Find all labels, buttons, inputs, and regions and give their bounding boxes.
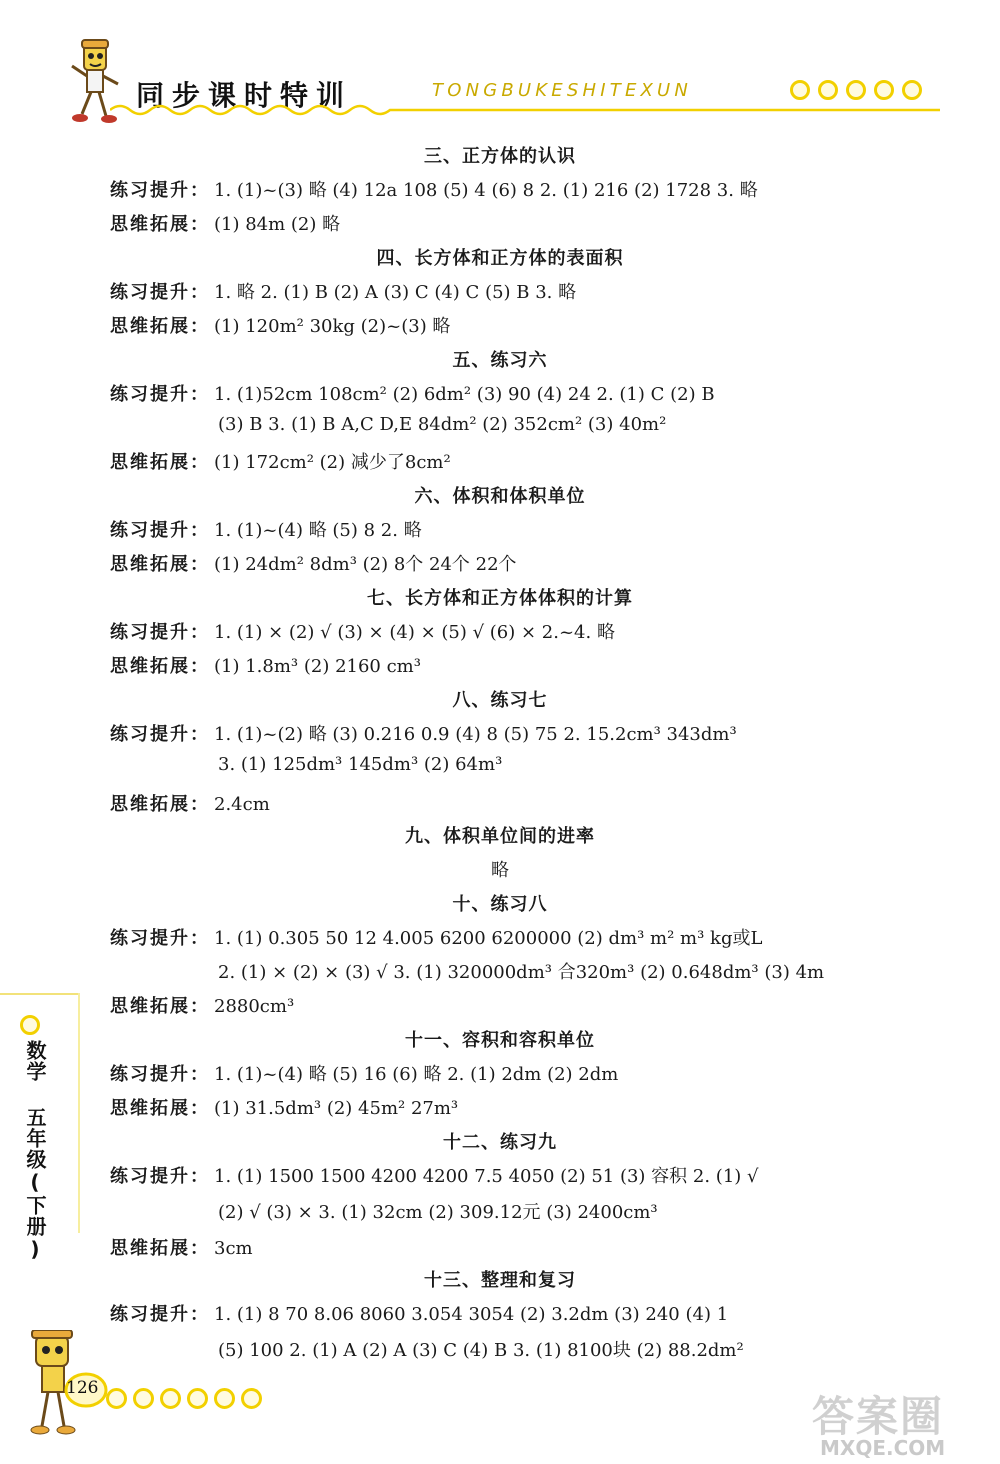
row-text: (1) 31.5dm³ (2) 45m² 27m³ xyxy=(214,1098,459,1119)
circle-icon xyxy=(214,1388,235,1409)
row-label: 思维拓展： xyxy=(110,996,210,1017)
section-title: 四、长方体和正方体的表面积 xyxy=(376,248,624,269)
row-text: (1) 84m (2) 略 xyxy=(214,214,341,235)
row-label: 思维拓展： xyxy=(110,656,210,677)
row-label: 思维拓展： xyxy=(110,1238,210,1259)
row-text-continued: 3. (1) 125dm³ 145dm³ (2) 64m³ xyxy=(218,754,503,775)
answer-row xyxy=(110,1094,458,1120)
answer-row xyxy=(110,652,421,678)
row-text: 1. 略 2. (1) B (2) A (3) C (4) C (5) B 3. 略 xyxy=(214,282,577,303)
row-label: 练习提升： xyxy=(110,282,210,303)
row-text: 1. (1)~(3) 略 (4) 12a 108 (5) 4 (6) 8 2. (1) 216 (2) 1728 3. 略 xyxy=(214,180,758,201)
answer-row xyxy=(110,1300,728,1326)
row-label: 思维拓展： xyxy=(110,452,210,473)
row-label: 练习提升： xyxy=(110,520,210,541)
answer-row xyxy=(110,924,762,950)
row-text-continued: (3) B 3. (1) B A,C D,E 84dm² (2) 352cm² (3) 40m² xyxy=(218,414,667,435)
row-label: 思维拓展： xyxy=(110,214,210,235)
series-title: 同步课时特训 xyxy=(136,79,353,112)
answer-row xyxy=(110,1234,253,1260)
section-title: 七、长方体和正方体体积的计算 xyxy=(367,588,633,609)
row-label: 思维拓展： xyxy=(110,316,210,337)
section-title: 八、练习七 xyxy=(452,690,548,711)
circle-icon xyxy=(160,1388,181,1409)
series-title-pinyin: TONGBUKESHITEXUN xyxy=(432,80,693,101)
row-text: (1) 24dm² 8dm³ (2) 8个 24个 22个 xyxy=(214,554,517,575)
row-text-continued: (5) 100 2. (1) A (2) A (3) C (4) B 3. (1) 8100块 (2) 88.2dm² xyxy=(218,1340,744,1361)
row-text: 1. (1) 1500 1500 4200 4200 7.5 4050 (2) 51 (3) 容积 2. (1) √ xyxy=(214,1166,759,1187)
answer-row xyxy=(110,1162,758,1188)
answer-row xyxy=(110,1060,618,1086)
row-label: 练习提升： xyxy=(110,1064,210,1085)
side-tab-rule-vertical xyxy=(78,993,80,1233)
row-label: 练习提升： xyxy=(110,622,210,643)
answer-row xyxy=(110,720,737,746)
subject-grade-label: 数学 五年级(下册) xyxy=(23,1040,47,1262)
row-text: (1) 172cm² (2) 减少了8cm² xyxy=(214,452,451,473)
section-answer: 略 xyxy=(491,860,509,881)
row-text: 1. (1)~(2) 略 (3) 0.216 0.9 (4) 8 (5) 75 2. 15.2cm³ 343dm³ xyxy=(214,724,737,745)
row-text: 1. (1) 8 70 8.06 8060 3.054 3054 (2) 3.2dm (3) 240 (4) 1 xyxy=(214,1304,729,1325)
row-text: 1. (1) 0.305 50 12 4.005 6200 6200000 (2) dm³ m² m³ kg或L xyxy=(214,928,763,949)
answer-row xyxy=(110,618,615,644)
section-title: 五、练习六 xyxy=(452,350,548,371)
circle-icon xyxy=(846,80,866,100)
circle-icon xyxy=(187,1388,208,1409)
answer-row xyxy=(110,278,576,304)
row-text: 1. (1)~(4) 略 (5) 8 2. 略 xyxy=(214,520,422,541)
row-text: 3cm xyxy=(214,1238,253,1259)
row-text: 2.4cm xyxy=(214,794,270,815)
answer-row xyxy=(110,312,450,338)
circle-icon xyxy=(106,1388,127,1409)
circle-icon xyxy=(133,1388,154,1409)
watermark xyxy=(800,1380,990,1462)
row-label: 练习提升： xyxy=(110,724,210,745)
section-title: 十一、容积和容积单位 xyxy=(405,1030,595,1051)
row-text: 2880cm³ xyxy=(214,996,295,1017)
row-label: 思维拓展： xyxy=(110,554,210,575)
section-title: 十三、整理和复习 xyxy=(424,1270,576,1291)
section-title: 十、练习八 xyxy=(452,894,548,915)
page-header xyxy=(0,0,1000,125)
watermark-text: 答案圈 xyxy=(812,1392,945,1441)
page-number: 126 xyxy=(66,1378,99,1398)
row-label: 练习提升： xyxy=(110,1304,210,1325)
watermark-url: MXQE.COM xyxy=(820,1436,946,1460)
section-title: 六、体积和体积单位 xyxy=(414,486,586,507)
answer-row xyxy=(110,380,715,406)
row-text: 1. (1)52cm 108cm² (2) 6dm² (3) 90 (4) 24 2. (1) C (2) B xyxy=(214,384,715,405)
row-text-continued: 2. (1) × (2) × (3) √ 3. (1) 320000dm³ 合320m³ (2) 0.648dm³ (3) 4m xyxy=(218,962,825,983)
row-label: 练习提升： xyxy=(110,384,210,405)
section-title: 三、正方体的认识 xyxy=(424,146,576,167)
circle-icon xyxy=(818,80,838,100)
row-text: (1) 1.8m³ (2) 2160 cm³ xyxy=(214,656,421,677)
answer-row xyxy=(110,790,270,816)
footer-circle-decoration xyxy=(106,1388,262,1409)
section-title: 九、体积单位间的进率 xyxy=(405,826,595,847)
answer-row xyxy=(110,210,340,236)
header-wave-rule xyxy=(110,100,940,118)
answer-row xyxy=(110,550,517,576)
row-label: 练习提升： xyxy=(110,928,210,949)
row-text: 1. (1)~(4) 略 (5) 16 (6) 略 2. (1) 2dm (2) 2dm xyxy=(214,1064,619,1085)
row-text: 1. (1) × (2) √ (3) × (4) × (5) √ (6) × 2.~4. 略 xyxy=(214,622,615,643)
row-label: 练习提升： xyxy=(110,180,210,201)
row-text-continued: (2) √ (3) × 3. (1) 32cm (2) 309.12元 (3) 2400cm³ xyxy=(218,1202,658,1223)
answer-row xyxy=(110,516,422,542)
circle-icon xyxy=(902,80,922,100)
row-label: 思维拓展： xyxy=(110,1098,210,1119)
header-circle-decoration xyxy=(790,80,922,100)
section-title: 十二、练习九 xyxy=(443,1132,557,1153)
side-tab-rule xyxy=(0,993,78,995)
circle-icon xyxy=(874,80,894,100)
circle-icon xyxy=(20,1015,40,1035)
answer-row xyxy=(110,176,758,202)
circle-icon xyxy=(241,1388,262,1409)
answer-row xyxy=(110,992,294,1018)
row-text: (1) 120m² 30kg (2)~(3) 略 xyxy=(214,316,451,337)
row-label: 练习提升： xyxy=(110,1166,210,1187)
answer-row xyxy=(110,448,451,474)
circle-icon xyxy=(790,80,810,100)
row-label: 思维拓展： xyxy=(110,794,210,815)
